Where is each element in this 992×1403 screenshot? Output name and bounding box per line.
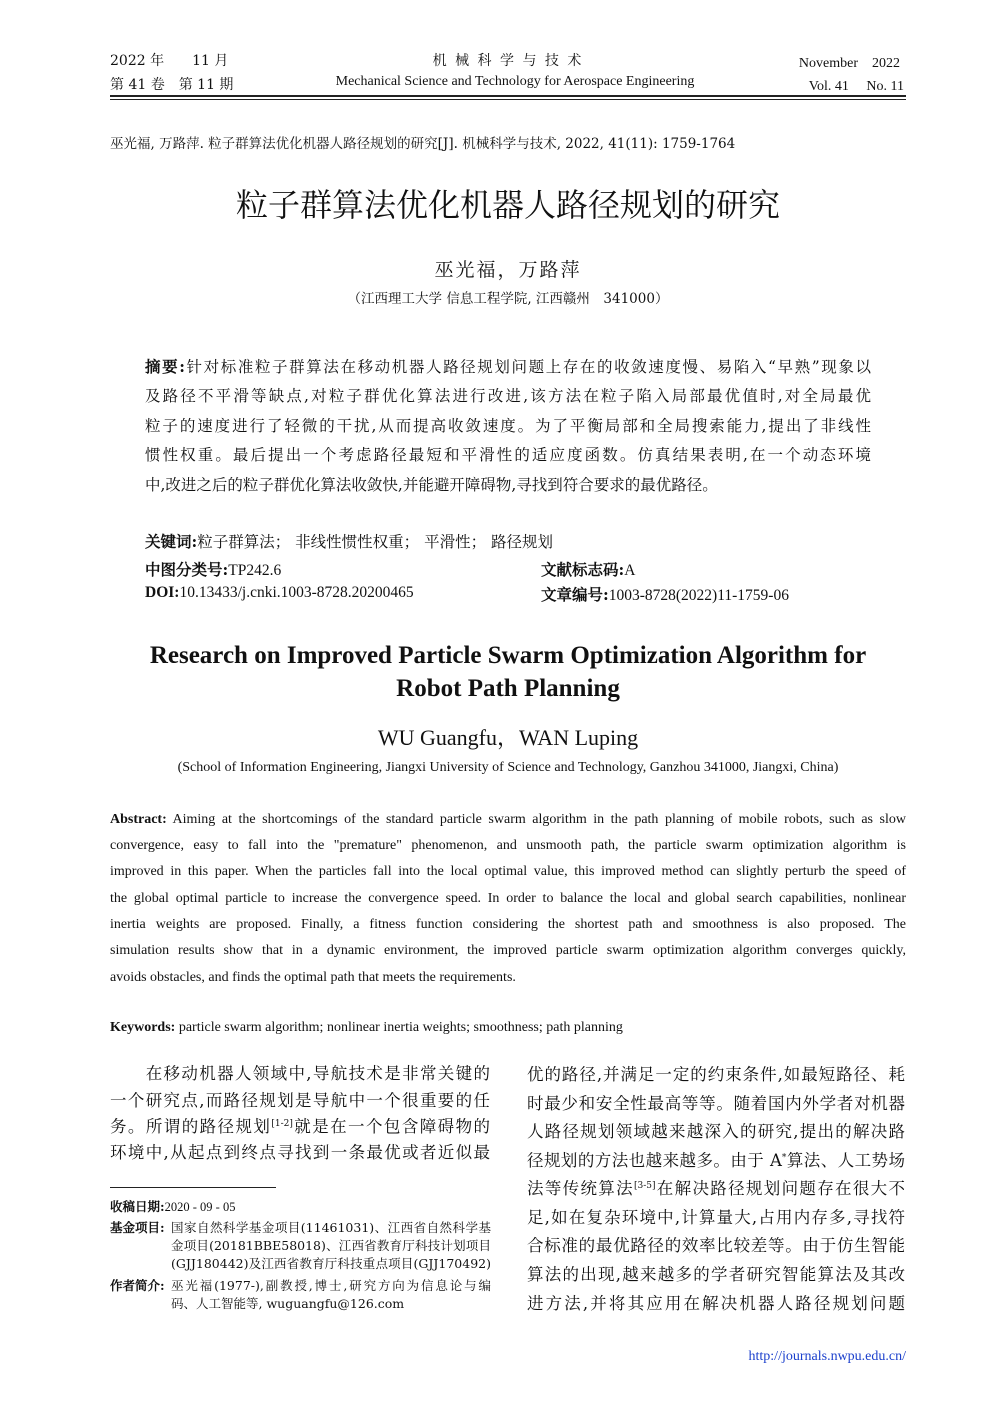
journal-name-en: Mechanical Science and Technology for Aerospace Engineering (335, 74, 695, 89)
abstract-zh-label: 摘要: (145, 357, 185, 376)
article-number-value: 1003-8728(2022)11-1759-06 (608, 587, 789, 604)
body-line: 法等传统算法[3-5]在解决路径规划问题存在很大不 (527, 1179, 906, 1198)
title-en-line: Robot Path Planning (396, 675, 620, 702)
header-rule-thin (110, 99, 906, 100)
abstract-en-line: convergence, easy to fall into the "premature" phenomenon, and unsmooth path, the particle swarm optimization algorithm is (110, 838, 906, 853)
clc-value: TP242.6 (228, 562, 282, 579)
title-en-line: Research on Improved Particle Swarm Optimization Algorithm for (149, 642, 867, 669)
abstract-en-line: improved in this paper. When the particles fall into the local optimal value, this improved method can slightly perturb the speed of (110, 864, 906, 879)
body-line: 时最少和安全性最高等等。随着国内外学者对机器 (527, 1094, 905, 1113)
citation-ref[interactable]: [1-2] (271, 1119, 293, 1129)
footnote-fund-label: 基金项目: (110, 1220, 165, 1235)
journal-url-link[interactable]: http://journals.nwpu.edu.cn/ (748, 1349, 906, 1364)
abstract-en-line: inertia weights are proposed. Finally, a fitness function considering the shortest path and smoothness is also proposed. The (110, 917, 906, 932)
body-line: 进方法,并将其应用在解决机器人路径规划问题 (527, 1294, 905, 1313)
abstract-en-line: simulation results show that in a dynamic environment, the improved particle swarm optimization algorithm converges quickly, (110, 943, 906, 958)
header-date-en: November 2022 (798, 56, 900, 71)
doi-value[interactable]: 10.13433/j.cnki.1003-8728.20200465 (179, 584, 414, 601)
abstract-zh-line: 中,改进之后的粒子群优化算法收敛快,并能避开障碍物,寻找到符合要求的最优路径。 (145, 476, 718, 494)
body-line: 算法的出现,越来越多的学者研究智能算法及其改 (527, 1265, 905, 1284)
footnote-author-line: 码、人工智能等, wuguangfu@126.com (171, 1296, 405, 1311)
keywords-zh-label: 关键词: (145, 532, 198, 551)
footnote-fund-line: 金项目(20181BBE58018)、江西省教育厅科技计划项目 (171, 1238, 491, 1253)
authors-en: WU Guangfu，WAN Luping (377, 725, 639, 750)
body-line: 在移动机器人领域中,导航技术是非常关键的 (110, 1064, 490, 1083)
abstract-zh-line: 及路径不平滑等缺点,对粒子群优化算法进行改进,该方法在粒子陷入局部最优值时,对全局最优 (145, 387, 871, 405)
footnote-fund-line: 国家自然科学基金项目(11461031)、江西省自然科学基 (171, 1220, 491, 1235)
body-line: 径规划的方法也越来越多。由于 A*算法、人工势场 (527, 1151, 906, 1170)
header-rule (110, 95, 906, 97)
document-code-value: A (624, 562, 636, 579)
footnote-author-label: 作者简介: (110, 1278, 165, 1293)
abstract-zh-line: 针对标准粒子群算法在移动机器人路径规划问题上存在的收敛速度慢、易陷入“早熟”现象以 (184, 358, 871, 376)
clc-label: 中图分类号: (145, 560, 229, 579)
abstract-zh-line: 惯性权重。最后提出一个考虑路径最短和平滑性的适应度函数。仿真结果表明,在一个动态环境 (145, 446, 871, 464)
body-line: 足,如在复杂环境中,计算量大,占用内存多,寻找符 (527, 1208, 905, 1227)
header-volume-en: Vol. 41 No. 11 (808, 79, 904, 94)
affiliation-zh: （江西理工大学 信息工程学院, 江西赣州 341000） (347, 291, 669, 307)
header-date-zh: 2022 年 11 月 (110, 53, 229, 69)
article-number-label: 文章编号: (541, 585, 609, 604)
body-line: 务。所谓的路径规划[1-2]就是在一个包含障碍物的 (110, 1117, 491, 1136)
footnote-fund-line: (GJJ180442)及江西省教育厅科技重点项目(GJJ170492) (171, 1256, 491, 1271)
footnote-received: 收稿日期:2020 - 09 - 05 (110, 1199, 236, 1214)
abstract-zh-line: 粒子的速度进行了轻微的干扰,从而提高收敛速度。为了平衡局部和全局搜索能力,提出了非线性 (145, 417, 871, 435)
keywords-en-label: Keywords: (110, 1020, 176, 1035)
body-line: 一个研究点,而路径规划是导航中一个很重要的任 (110, 1091, 490, 1110)
keywords-zh-value: 粒子群算法； 非线性惯性权重； 平滑性； 路径规划 (197, 533, 554, 551)
authors-zh: 巫光福，万路萍 (434, 259, 582, 281)
keywords-en (110, 1020, 623, 1036)
title-zh: 粒子群算法优化机器人路径规划的研究 (235, 186, 780, 224)
citation-ref[interactable]: [3-5] (633, 1181, 656, 1191)
document-code-label: 文献标志码: (541, 560, 625, 579)
citation: 巫光福, 万路萍. 粒子群算法优化机器人路径规划的研究[J]. 机械科学与技术, 2022, 41(11): 1759-1764 (110, 136, 736, 152)
footnote-rule (110, 1187, 276, 1188)
affiliation-en: (School of Information Engineering, Jiangxi University of Science and Technology, Ganzhou 341000, Jiangxi, China) (177, 760, 839, 775)
clc-number (145, 558, 281, 580)
footnote-author-line: 巫光福(1977-),副教授,博士,研究方向为信息论与编 (171, 1278, 491, 1293)
body-line: 环境中,从起点到终点寻找到一条最优或者近似最 (110, 1143, 490, 1162)
body-line: 合标准的最优路径的效率比较差等。由于仿生智能 (527, 1236, 905, 1255)
keywords-en-value: particle swarm algorithm; nonlinear inertia weights; smoothness; path planning (178, 1020, 623, 1035)
document-code (541, 558, 635, 580)
abstract-en-label: Abstract: (110, 812, 167, 827)
body-line: 优的路径,并满足一定的约束条件,如最短路径、耗 (527, 1065, 905, 1084)
abstract-en-line: Aiming at the shortcomings of the standard particle swarm algorithm in the path planning of mobile robots, such as slow (172, 812, 906, 827)
doi-label: DOI: (145, 584, 180, 601)
journal-name-zh: 机 械 科 学 与 技 术 (432, 53, 584, 69)
article-number (541, 583, 789, 605)
abstract-en-line: avoids obstacles, and finds the optimal path that meets the requirements. (110, 970, 516, 985)
doi (145, 583, 414, 602)
header-volume-zh: 第 41 卷 第 11 期 (110, 77, 234, 93)
abstract-en-line: the global optimal particle to increase the convergence speed. In order to balance the local and global search capabilities, nonlinear (110, 891, 906, 906)
body-line: 人路径规划领域越来越深入的研究,提出的解决路 (527, 1122, 905, 1141)
keywords-zh (145, 530, 553, 552)
